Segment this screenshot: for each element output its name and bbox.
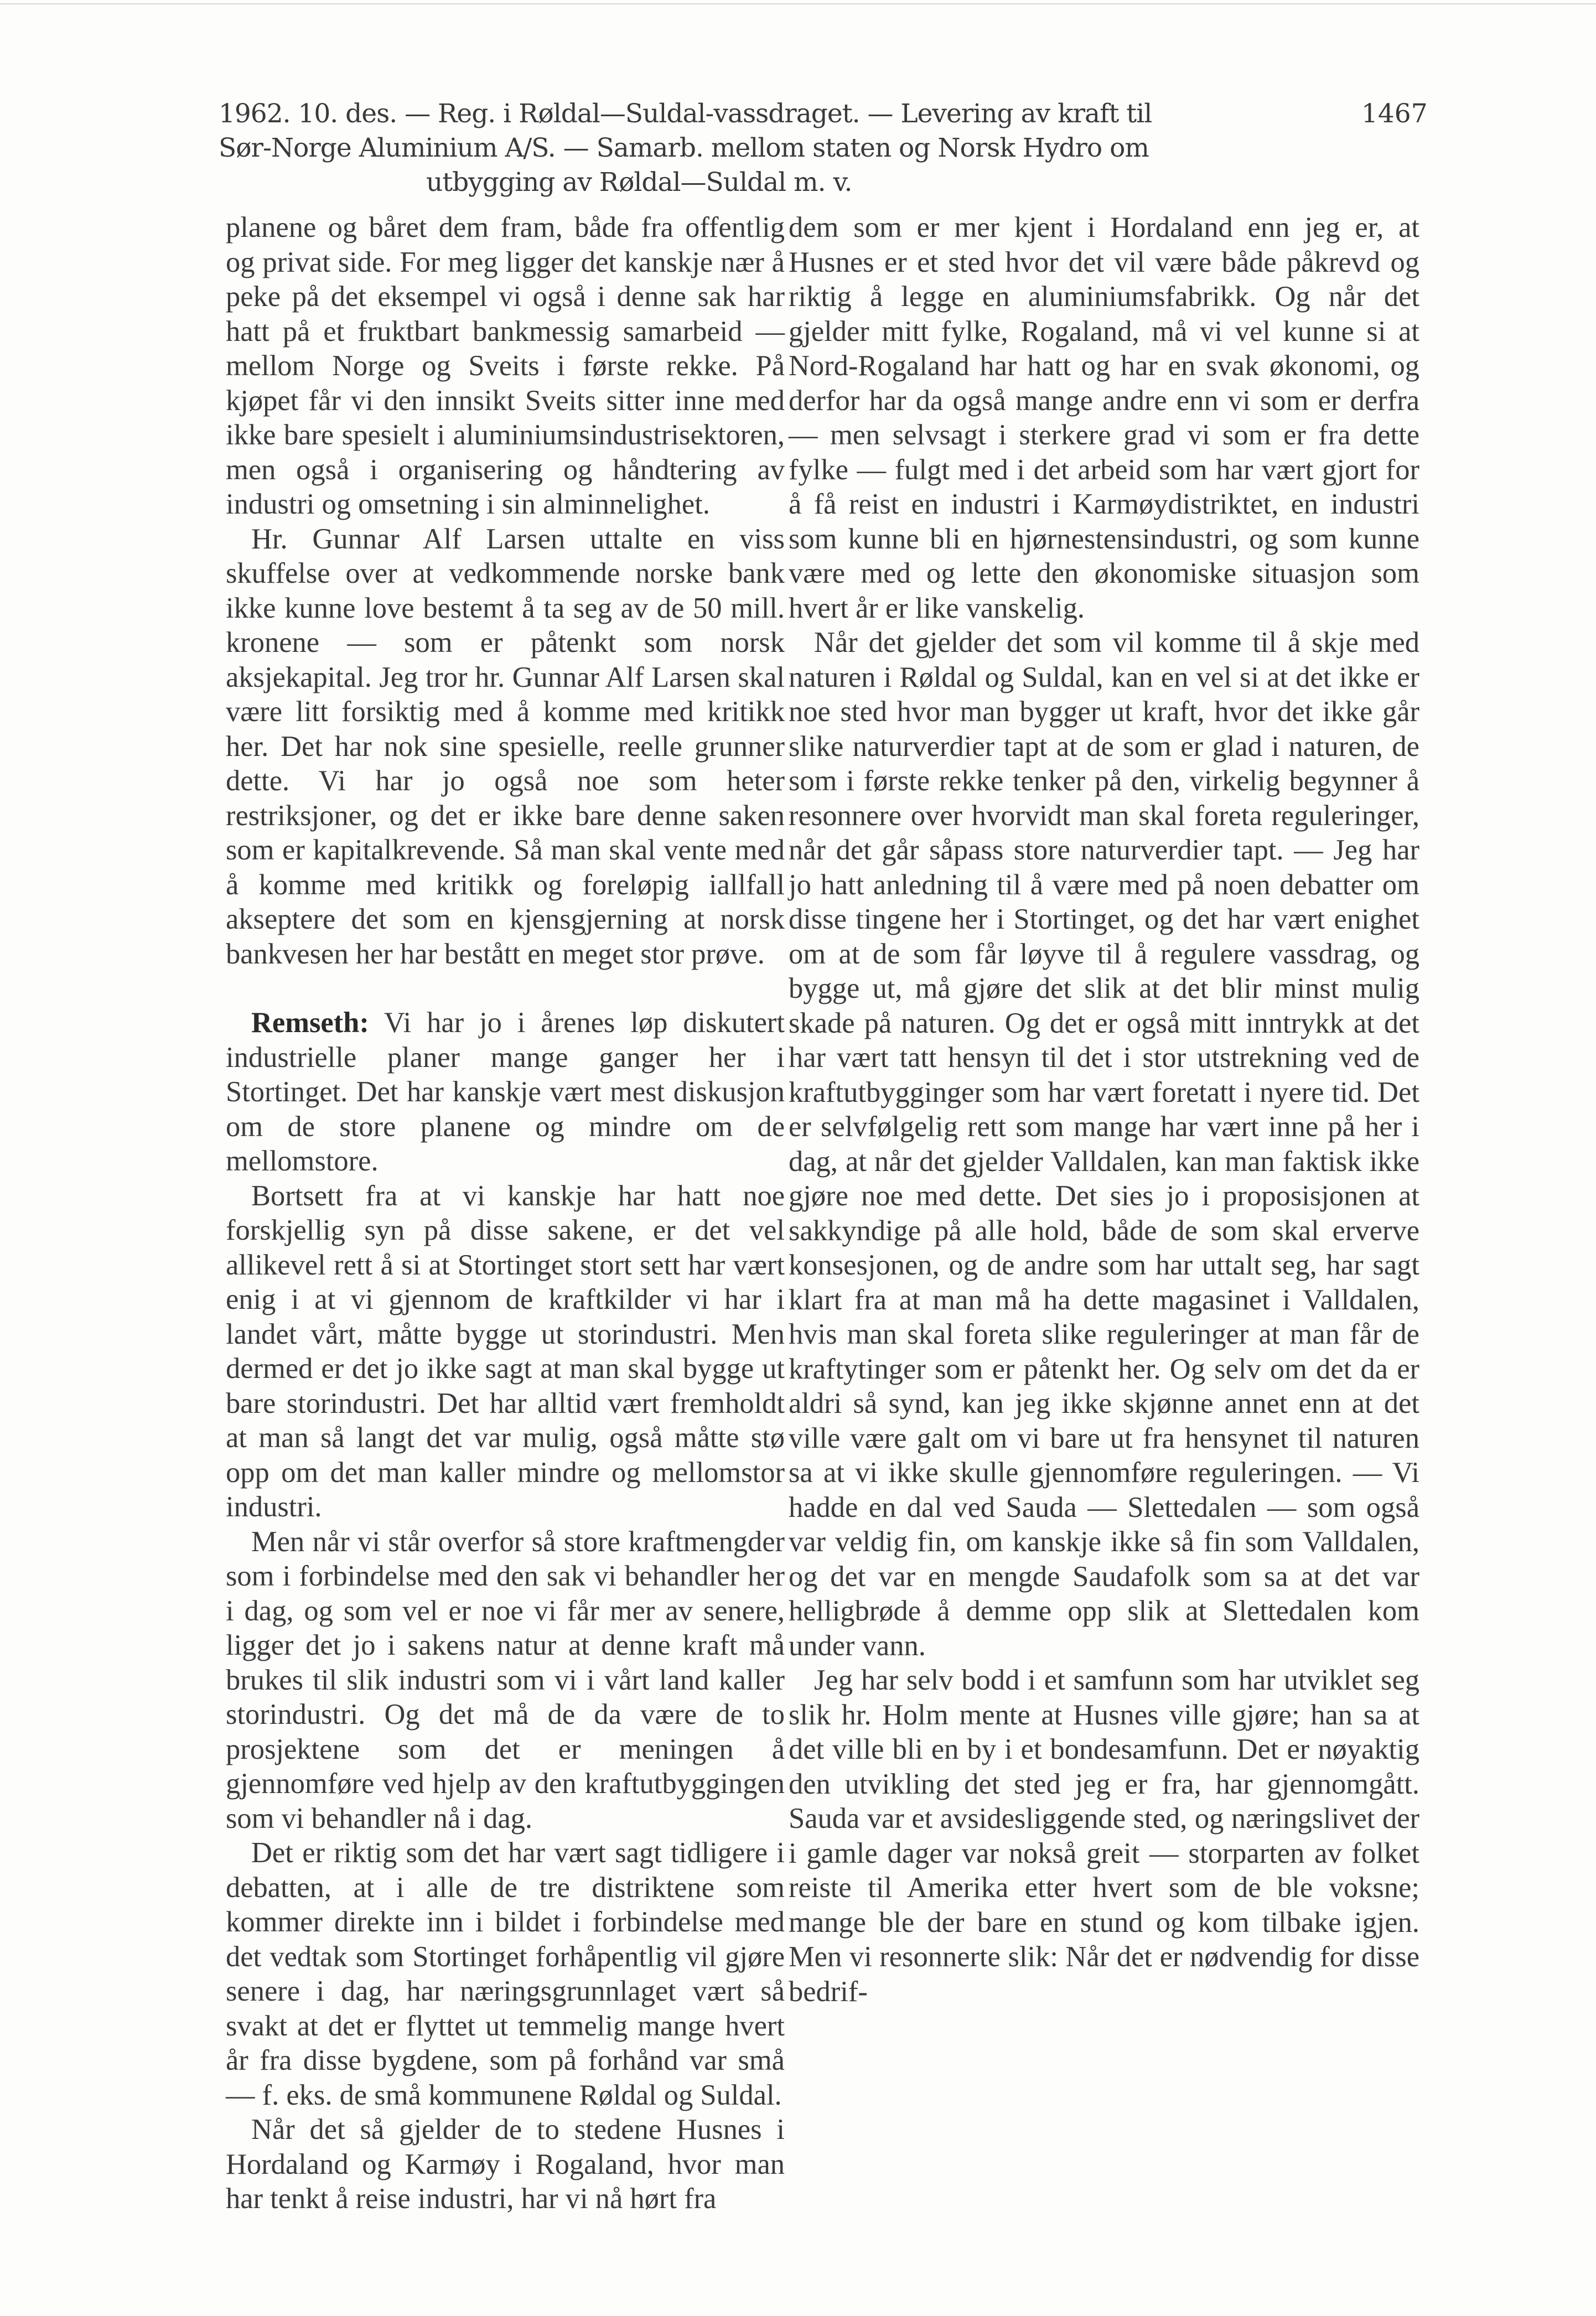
paragraph: dem som er mer kjent i Hordaland enn jeg er, at Husnes er et sted hvor det vil være både påkrevd og riktig å legge en aluminiumsfabrikk. Og når det gjelder mitt fylke, Rogaland, må vi vel kunne si at Nord-Rogaland har hatt og har en svak økonomi, og derfor har da også mange andre enn vi som er derfra — men selvsagt i sterkere grad vi som er fra dette fylke — fulgt med i det arbeid som har vært gjort for å få reist en industri i Karmøydistriktet, en industri som kunne bli en hjørnestensindustri, og som kunne være med og lette den økonomiske situasjon som hvert år er like vanskelig. [789,211,1419,624]
header-line-3: utbygging av Røldal—Suldal m. v. [426,167,852,198]
paragraph: Når det så gjelder de to stedene Husnes i Hordaland og Karmøy i Rogaland, hvor man har tenkt å reise industri, har vi nå hørt fra [226,2113,785,2215]
paragraph: Jeg har selv bodd i et samfunn som har utviklet seg slik hr. Holm mente at Husnes ville gjøre; han sa at det ville bli en by i et bondesamfunn. Det er nøyaktig den utvikling det sted jeg er fra, har gjennomgått. Sauda var et avsidesliggende sted, og næringslivet der i gamle dager var nokså greit — storparten av folket reiste til Amerika etter hvert som de ble voksne; mange ble der bare en stund og kom tilbake igjen. Men vi resonnerte slik: Når det er nødvendig for disse bedrif- [789,1664,1419,2008]
speaker-paragraph [226,1006,785,1179]
paragraph: Når det gjelder det som vil komme til å skje med naturen i Røldal og Suldal, kan en vel si at det ikke er noe sted hvor man bygger ut kraft, hvor det ikke går slike naturverdier tapt at de som er glad i naturen, de som i første rekke tenker på den, virkelig begynner å resonnere over hvorvidt man skal foreta reguleringer, når det går såpass store naturverdier tapt. — Jeg har jo hatt anledning til å være med på noen debatter om disse tingene her i Stortinget, og det har vært enighet om at de som får løyve til å regulere vassdrag, og bygge ut, må gjøre det slik at det blir minst mulig skade på naturen. Og det er også mitt inntrykk at det har vært tatt hensyn til det i stor utstrekning ved de kraftutbygginger som har vært foretatt i nyere tid. Det er selvfølgelig rett som mange har vært inne på her i dag, at når det gjelder Valldalen, kan man faktisk ikke gjøre noe med dette. Det sies jo i proposisjonen at sakkyndige på alle hold, både de som skal erverve konsesjonen, og de andre som har uttalt seg, har sagt klart fra at man må ha dette magasinet i Valldalen, hvis man skal foreta slike reguleringer at man får de kraftytinger som er påtenkt her. Og selv om det da er aldri så synd, kan jeg ikke skjønne annet enn at det ville være galt om vi bare ut fra hensynet til naturen sa at vi ikke skulle gjennomføre reguleringen. — Vi hadde en dal ved Sauda — Slettedalen — som også var veldig fin, om kanskje ikke så fin som Valldalen, og det var en mengde Saudafolk som sa at det var helligbrøde å demme opp slik at Slettedalen kom under vann. [789,626,1419,1662]
speaker-name: Remseth: [251,1007,369,1039]
paragraph: Men når vi står overfor så store kraftmengder som i forbindelse med den sak vi behandler her i dag, og som vel er noe vi får mer av senere, ligger det jo i sakens natur at denne kraft må brukes til slik industri som vi i vårt land kaller storindustri. Og det må de da være de to prosjektene som det er meningen å gjennomføre ved hjelp av den kraftutbyggingen som vi behandler nå i dag. [226,1525,785,1835]
running-header [219,97,1447,200]
paragraph: Bortsett fra at vi kanskje har hatt noe forskjellig syn på disse sakene, er det vel allikevel rett å si at Stortinget stort sett har vært enig i at vi gjennom de kraftkilder vi har i landet vårt, måtte bygge ut storindustri. Men dermed er det jo ikke sagt at man skal bygge ut bare storindustri. Det har alltid vært fremholdt at man så langt det var mulig, også måtte stø opp om det man kaller mindre og mellomstor industri. [226,1179,785,1523]
header-line-2: Sør-Norge Aluminium A/S. — Samarb. mellom staten og Norsk Hydro om [219,133,1149,163]
right-column [789,210,1419,2009]
header-line-1: 1962. 10. des. — Reg. i Røldal—Suldal-vassdraget. — Levering av kraft til [219,99,1152,129]
left-column [226,210,785,2216]
paragraph: Det er riktig som det har vært sagt tidligere i debatten, at i alle de tre distriktene som kommer direkte inn i bildet i forbindelse med det vedtak som Stortinget forhåpentlig vil gjøre senere i dag, har næringsgrunnlaget vært så svakt at det er flyttet ut temmelig mange hvert år fra disse bygdene, som på forhånd var små — f. eks. de små kommunene Røldal og Suldal. [226,1837,785,2111]
scan-edge-line [0,3,1596,4]
page-number: 1467 [1361,99,1428,129]
paragraph: planene og båret dem fram, både fra offentlig og privat side. For meg ligger det kanskje nær å peke på det eksempel vi også i denne sak har hatt på et fruktbart bankmessig samarbeid — mellom Norge og Sveits i første rekke. På kjøpet får vi den innsikt Sveits sitter inne med ikke bare spesielt i aluminiumsindustrisektoren, men også i organisering og håndtering av industri og omsetning i sin alminnelighet. [226,211,785,520]
speech-text: Vi har jo i årenes løp diskutert industrielle planer mange ganger her i Stortinget. Det har kanskje vært mest diskusjon om de store planene og mindre om de mellomstore. [226,1007,785,1177]
paragraph: Hr. Gunnar Alf Larsen uttalte en viss skuffelse over at vedkommende norske bank ikke kunne love bestemt å ta seg av de 50 mill. kronene — som er påtenkt som norsk aksjekapital. Jeg tror hr. Gunnar Alf Larsen skal være litt forsiktig med å komme med kritikk her. Det har nok sine spesielle, reelle grunner dette. Vi har jo også noe som heter restriksjoner, og det er ikke bare denne saken som er kapitalkrevende. Så man skal vente med å komme med kritikk og foreløpig iallfall akseptere det som en kjensgjerning at norsk bankvesen her har bestått en meget stor prøve. [226,522,785,970]
